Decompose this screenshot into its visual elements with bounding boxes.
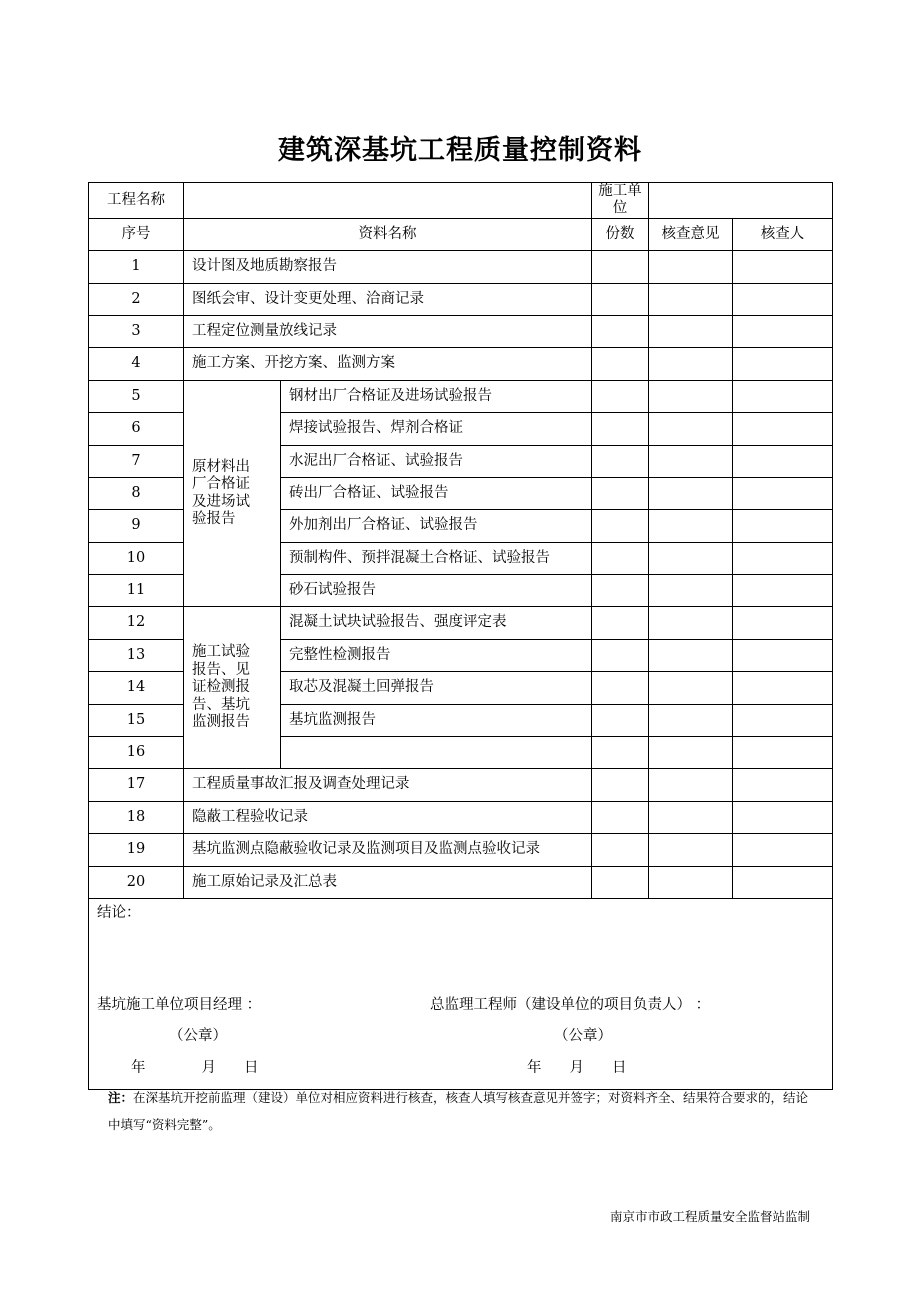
checker-cell[interactable] bbox=[733, 769, 833, 801]
row-number: 5 bbox=[89, 380, 184, 412]
table-row bbox=[89, 348, 833, 380]
row-number: 11 bbox=[89, 575, 184, 607]
checker-cell[interactable] bbox=[733, 866, 833, 898]
table-row bbox=[89, 607, 833, 639]
row-number: 3 bbox=[89, 315, 184, 347]
conclusion-cell bbox=[89, 898, 833, 1089]
contractor-label: 施工单位 bbox=[592, 183, 649, 219]
checker-cell[interactable] bbox=[733, 639, 833, 671]
opinion-cell[interactable] bbox=[649, 380, 733, 412]
checker-cell[interactable] bbox=[733, 251, 833, 283]
project-name-field[interactable] bbox=[184, 183, 592, 219]
contractor-manager-signature[interactable]: 基坑施工单位项目经理 ： bbox=[97, 996, 262, 1013]
copies-cell[interactable] bbox=[592, 575, 649, 607]
conclusion-box bbox=[89, 899, 832, 1089]
document-name: 水泥出厂合格证、试验报告 bbox=[281, 445, 592, 477]
table-row bbox=[89, 315, 833, 347]
opinion-cell[interactable] bbox=[649, 348, 733, 380]
issuer-footer: 南京市市政工程质量安全监督站监制 bbox=[609, 1209, 810, 1224]
table-row bbox=[89, 380, 833, 412]
opinion-cell[interactable] bbox=[649, 866, 733, 898]
day-label: 日 bbox=[612, 1059, 627, 1076]
copies-cell[interactable] bbox=[592, 607, 649, 639]
table-row bbox=[89, 801, 833, 833]
table-row bbox=[89, 283, 833, 315]
checker-cell[interactable] bbox=[733, 380, 833, 412]
copies-cell[interactable] bbox=[592, 834, 649, 866]
copies-cell[interactable] bbox=[592, 348, 649, 380]
opinion-cell[interactable] bbox=[649, 283, 733, 315]
note-label: 注： bbox=[108, 1090, 134, 1105]
header-row-project bbox=[89, 183, 833, 219]
opinion-cell[interactable] bbox=[649, 607, 733, 639]
checker-cell[interactable] bbox=[733, 477, 833, 509]
copies-cell[interactable] bbox=[592, 866, 649, 898]
conclusion-row bbox=[89, 898, 833, 1089]
col-header-name: 资料名称 bbox=[184, 218, 592, 250]
group-label bbox=[184, 607, 281, 769]
contractor-field[interactable] bbox=[649, 183, 833, 219]
checker-cell[interactable] bbox=[733, 737, 833, 769]
row-number: 4 bbox=[89, 348, 184, 380]
table-row bbox=[89, 866, 833, 898]
checker-cell[interactable] bbox=[733, 348, 833, 380]
checker-cell[interactable] bbox=[733, 801, 833, 833]
opinion-cell[interactable] bbox=[649, 315, 733, 347]
table-row bbox=[89, 251, 833, 283]
row-number: 13 bbox=[89, 639, 184, 671]
row-number: 14 bbox=[89, 672, 184, 704]
document-name: 外加剂出厂合格证、试验报告 bbox=[281, 510, 592, 542]
document-name: 取芯及混凝土回弹报告 bbox=[281, 672, 592, 704]
document-name: 工程质量事故汇报及调查处理记录 bbox=[184, 769, 592, 801]
page-title: 建筑深基坑工程质量控制资料 bbox=[278, 135, 642, 166]
opinion-cell[interactable] bbox=[649, 477, 733, 509]
year-label: 年 bbox=[527, 1059, 542, 1076]
project-name-label: 工程名称 bbox=[89, 183, 184, 219]
conclusion-label: 结论： bbox=[97, 904, 141, 921]
checker-cell[interactable] bbox=[733, 445, 833, 477]
checklist-table bbox=[88, 182, 833, 1090]
row-number: 20 bbox=[89, 866, 184, 898]
checker-cell[interactable] bbox=[733, 283, 833, 315]
col-header-opinion: 核查意见 bbox=[649, 218, 733, 250]
document-name: 施工方案、开挖方案、监测方案 bbox=[184, 348, 592, 380]
opinion-cell[interactable] bbox=[649, 737, 733, 769]
checker-cell[interactable] bbox=[733, 413, 833, 445]
copies-cell[interactable] bbox=[592, 704, 649, 736]
document-name: 设计图及地质勘察报告 bbox=[184, 251, 592, 283]
row-number: 9 bbox=[89, 510, 184, 542]
copies-cell[interactable] bbox=[592, 672, 649, 704]
opinion-cell[interactable] bbox=[649, 510, 733, 542]
checker-cell[interactable] bbox=[733, 315, 833, 347]
document-name: 工程定位测量放线记录 bbox=[184, 315, 592, 347]
document-name: 图纸会审、设计变更处理、洽商记录 bbox=[184, 283, 592, 315]
date-left bbox=[131, 1060, 259, 1077]
group-label bbox=[184, 380, 281, 607]
row-number: 16 bbox=[89, 737, 184, 769]
row-number: 18 bbox=[89, 801, 184, 833]
copies-cell[interactable] bbox=[592, 639, 649, 671]
copies-cell[interactable] bbox=[592, 380, 649, 412]
document-name: 砖出厂合格证、试验报告 bbox=[281, 477, 592, 509]
group-label-line: 施工试验 bbox=[192, 644, 250, 661]
row-number: 1 bbox=[89, 251, 184, 283]
document-name: 钢材出厂合格证及进场试验报告 bbox=[281, 380, 592, 412]
document-name: 隐蔽工程验收记录 bbox=[184, 801, 592, 833]
copies-cell[interactable] bbox=[592, 315, 649, 347]
group-label-line: 原材料出 bbox=[192, 458, 250, 475]
table-row bbox=[89, 834, 833, 866]
row-number: 2 bbox=[89, 283, 184, 315]
copies-cell[interactable] bbox=[592, 801, 649, 833]
copies-cell[interactable] bbox=[592, 769, 649, 801]
row-number: 7 bbox=[89, 445, 184, 477]
copies-cell[interactable] bbox=[592, 477, 649, 509]
copies-cell[interactable] bbox=[592, 445, 649, 477]
document-name: 混凝土试块试验报告、强度评定表 bbox=[281, 607, 592, 639]
column-header-row bbox=[89, 218, 833, 250]
row-number: 19 bbox=[89, 834, 184, 866]
checker-cell[interactable] bbox=[733, 542, 833, 574]
document-name: 砂石试验报告 bbox=[281, 575, 592, 607]
document-name: 基坑监测报告 bbox=[281, 704, 592, 736]
copies-cell[interactable] bbox=[592, 542, 649, 574]
group-label-line: 监测报告 bbox=[192, 714, 250, 731]
year-label: 年 bbox=[131, 1059, 146, 1076]
col-header-no: 序号 bbox=[89, 218, 184, 250]
seal-left: （公章） bbox=[169, 1027, 227, 1044]
document-name bbox=[281, 737, 592, 769]
group-label-line: 证检测报 bbox=[192, 679, 250, 696]
opinion-cell[interactable] bbox=[649, 639, 733, 671]
copies-cell[interactable] bbox=[592, 510, 649, 542]
row-number: 12 bbox=[89, 607, 184, 639]
checker-cell[interactable] bbox=[733, 834, 833, 866]
row-number: 10 bbox=[89, 542, 184, 574]
opinion-cell[interactable] bbox=[649, 834, 733, 866]
day-label: 日 bbox=[244, 1059, 259, 1076]
seal-right: （公章） bbox=[554, 1027, 612, 1044]
opinion-cell[interactable] bbox=[649, 542, 733, 574]
copies-cell[interactable] bbox=[592, 737, 649, 769]
date-right bbox=[527, 1060, 627, 1077]
checker-cell[interactable] bbox=[733, 575, 833, 607]
group-label-line: 厂合格证 bbox=[192, 476, 250, 493]
note-text: 在深基坑开挖前监理（建设）单位对相应资料进行核查，核查人填写核查意见并签字；对资料齐全、结果符合要求的，结论中填写“资料完整”。 bbox=[108, 1090, 809, 1132]
copies-cell[interactable] bbox=[592, 283, 649, 315]
checker-cell[interactable] bbox=[733, 510, 833, 542]
group-label-line: 报告、见 bbox=[192, 661, 250, 678]
document-name: 基坑监测点隐蔽验收记录及监测项目及监测点验收记录 bbox=[184, 834, 592, 866]
chief-supervisor-signature[interactable]: 总监理工程师（建设单位的项目负责人） ： bbox=[430, 996, 711, 1013]
document-name: 施工原始记录及汇总表 bbox=[184, 866, 592, 898]
row-number: 6 bbox=[89, 413, 184, 445]
document-name: 预制构件、预拌混凝土合格证、试验报告 bbox=[281, 542, 592, 574]
opinion-cell[interactable] bbox=[649, 251, 733, 283]
document-name: 完整性检测报告 bbox=[281, 639, 592, 671]
opinion-cell[interactable] bbox=[649, 575, 733, 607]
footnote bbox=[108, 1084, 820, 1138]
group-label-line: 验报告 bbox=[192, 510, 236, 527]
checker-cell[interactable] bbox=[733, 672, 833, 704]
row-number: 8 bbox=[89, 477, 184, 509]
col-header-checker: 核查人 bbox=[733, 218, 833, 250]
opinion-cell[interactable] bbox=[649, 704, 733, 736]
opinion-cell[interactable] bbox=[649, 413, 733, 445]
month-label: 月 bbox=[569, 1059, 584, 1076]
opinion-cell[interactable] bbox=[649, 672, 733, 704]
copies-cell[interactable] bbox=[592, 413, 649, 445]
group-label-line: 及进场试 bbox=[192, 493, 250, 510]
opinion-cell[interactable] bbox=[649, 801, 733, 833]
group-label-line: 告、基坑 bbox=[192, 696, 250, 713]
opinion-cell[interactable] bbox=[649, 769, 733, 801]
checker-cell[interactable] bbox=[733, 607, 833, 639]
document-name: 焊接试验报告、焊剂合格证 bbox=[281, 413, 592, 445]
checker-cell[interactable] bbox=[733, 704, 833, 736]
col-header-copies: 份数 bbox=[592, 218, 649, 250]
copies-cell[interactable] bbox=[592, 251, 649, 283]
month-label: 月 bbox=[201, 1059, 216, 1076]
row-number: 17 bbox=[89, 769, 184, 801]
table-row bbox=[89, 769, 833, 801]
opinion-cell[interactable] bbox=[649, 445, 733, 477]
row-number: 15 bbox=[89, 704, 184, 736]
